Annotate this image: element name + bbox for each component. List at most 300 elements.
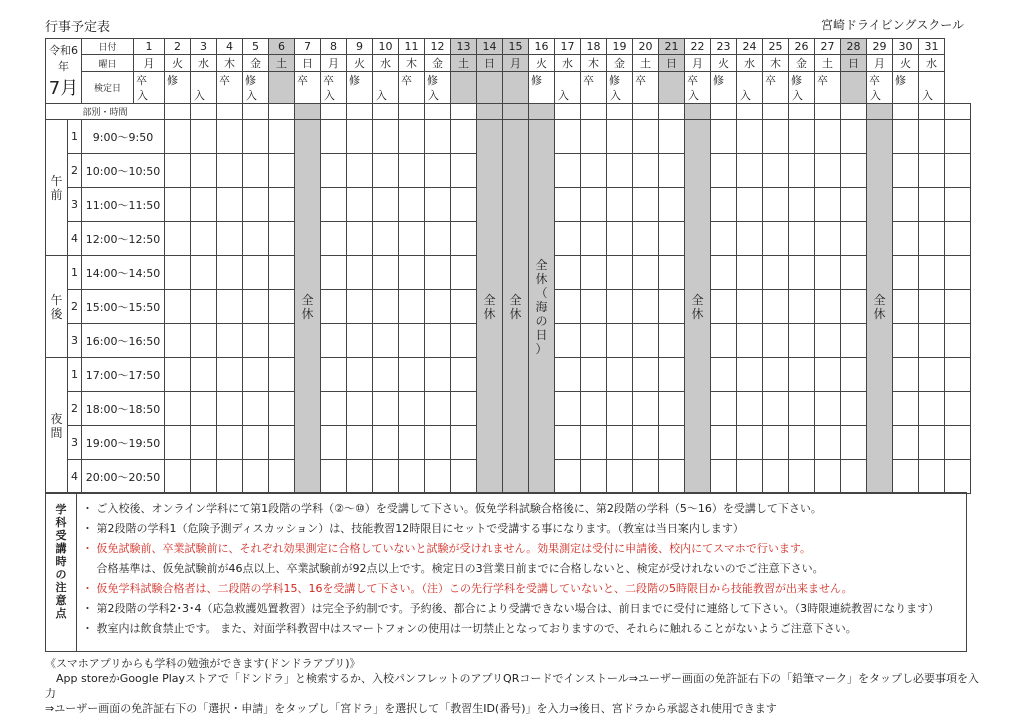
day-cell [711, 120, 737, 154]
day-cell [789, 188, 815, 222]
app-info-line: App storeかGoogle Playストアで「ドンドラ」と検索するか、入校パンフレットのアプリQRコードでインストール⇒ユーザー画面の免許証右下の「鉛筆マーク」をタップし必要事項を入力 [45, 672, 980, 700]
day-cell [893, 358, 919, 392]
exam-mark: 卒 [765, 74, 776, 87]
slot-time: 20:00～20:50 [82, 460, 165, 494]
day-cell [841, 188, 867, 222]
day-cell [425, 120, 451, 154]
day-weekday: 水 [373, 55, 399, 72]
note-item: ・ 第2段階の学科2･3･4（応急救護処置教習）は完全予約制です。予約後、都合により受講できない場合は、前日までに受付に連絡して下さい。（3時限連続教習になります） [82, 602, 940, 615]
day-cell [217, 104, 243, 120]
section-label-text: 午 後 [50, 292, 63, 321]
day-cell [451, 358, 477, 392]
day-cell [165, 358, 191, 392]
day-cell [191, 154, 217, 188]
date-row-label: 日付 [82, 39, 134, 55]
day-cell [659, 120, 685, 154]
day-cell [789, 426, 815, 460]
day-cell [217, 392, 243, 426]
day-number: 30 [893, 39, 919, 55]
day-weekday: 土 [269, 55, 295, 72]
day-weekday: 木 [217, 55, 243, 72]
day-cell [555, 104, 581, 120]
day-weekday: 水 [737, 55, 763, 72]
day-cell [425, 426, 451, 460]
day-cell [919, 392, 945, 426]
day-cell [451, 290, 477, 324]
day-number: 11 [399, 39, 425, 55]
day-weekday: 水 [191, 55, 217, 72]
exam-mark: 修 [895, 74, 906, 87]
day-cell [893, 104, 919, 120]
note-item: ・ 第2段階の学科1（危険予測ディスカッション）は、技能教習12時限目にセットで受講する事になります。（教室は当日案内します） [82, 522, 744, 535]
day-cell [633, 120, 659, 154]
slot-time: 17:00～17:50 [82, 358, 165, 392]
note-item: ・ ご入校後、オンライン学科にて第1段階の学科（②～⑩）を受講して下さい。仮免学科試験合格後に、第2段階の学科（5～16）を受講して下さい。 [82, 502, 822, 515]
holiday-column [503, 120, 529, 494]
day-cell [321, 154, 347, 188]
day-cell [373, 324, 399, 358]
exam-cell [919, 72, 945, 104]
day-cell [373, 426, 399, 460]
day-weekday: 金 [607, 55, 633, 72]
exam-mark: 修 [245, 74, 256, 87]
day-cell [737, 426, 763, 460]
day-cell [815, 154, 841, 188]
day-cell [763, 426, 789, 460]
day-cell [815, 290, 841, 324]
day-cell [633, 358, 659, 392]
day-cell [607, 256, 633, 290]
day-cell [711, 392, 737, 426]
exam-mark: 卒 [136, 74, 147, 87]
day-cell [165, 324, 191, 358]
day-cell [919, 120, 945, 154]
slot-number: 3 [68, 324, 82, 358]
exam-mark: 入 [246, 89, 257, 102]
day-cell [347, 256, 373, 290]
day-cell [503, 104, 529, 120]
day-cell [945, 358, 971, 392]
day-cell [399, 104, 425, 120]
day-cell [737, 290, 763, 324]
note-item: ・ 教室内は飲食禁止です。 また、対面学科教習中はスマートフォンの使用は一切禁止となっておりますので、それらに触れることがないようご注意下さい。 [82, 622, 857, 635]
exam-cell [893, 72, 919, 104]
day-cell [581, 290, 607, 324]
exam-mark: 修 [531, 74, 542, 87]
day-number: 7 [295, 39, 321, 55]
day-cell [841, 324, 867, 358]
day-cell [321, 460, 347, 494]
exam-cell [711, 72, 737, 104]
slot-time: 9:00～9:50 [82, 120, 165, 154]
exam-mark [555, 72, 580, 87]
exam-cell [295, 72, 321, 104]
day-cell [399, 188, 425, 222]
day-cell [919, 426, 945, 460]
day-number: 6 [269, 39, 295, 55]
day-cell [581, 222, 607, 256]
day-cell [347, 154, 373, 188]
day-cell [191, 358, 217, 392]
section-label [46, 120, 68, 256]
exam-mark [191, 72, 216, 87]
day-cell [555, 358, 581, 392]
day-cell [763, 324, 789, 358]
exam-mark [373, 72, 398, 87]
day-weekday: 月 [134, 55, 165, 72]
exam-row-label: 検定日 [82, 72, 134, 104]
holiday-label: 全 休 [691, 292, 704, 321]
day-cell [763, 104, 789, 120]
day-cell [893, 324, 919, 358]
day-cell [945, 256, 971, 290]
day-cell [711, 324, 737, 358]
slot-number: 2 [68, 290, 82, 324]
day-cell [243, 256, 269, 290]
day-weekday: 月 [503, 55, 529, 72]
day-cell [321, 324, 347, 358]
app-info-line: ⇒ユーザー画面の免許証右下の「選択・申請」をタップし「宮ドラ」を選択して「教習生ID(番号)」を入力⇒後日、宮ドラから承認され使用できます [45, 702, 777, 715]
day-number: 15 [503, 39, 529, 55]
holiday-column [529, 120, 555, 494]
weekday-row-label: 曜日 [82, 55, 134, 72]
notes-side-label: 学 科 受 講 時 の 注 意 点 [46, 493, 77, 651]
exam-mark: 入 [870, 89, 881, 102]
day-cell [919, 188, 945, 222]
day-cell [607, 460, 633, 494]
day-cell [945, 222, 971, 256]
exam-mark: 入 [324, 89, 335, 102]
exam-cell [841, 72, 867, 104]
day-cell [815, 188, 841, 222]
exam-cell [659, 72, 685, 104]
day-cell [789, 120, 815, 154]
exam-cell [425, 72, 451, 104]
day-cell [399, 460, 425, 494]
slot-time: 18:00～18:50 [82, 392, 165, 426]
holiday-label: 全 休 （ 海 の 日 ） [535, 257, 548, 356]
exam-mark: 修 [167, 74, 178, 87]
day-cell [165, 426, 191, 460]
day-cell [165, 222, 191, 256]
day-cell [841, 104, 867, 120]
day-cell [919, 256, 945, 290]
exam-mark: 修 [427, 74, 438, 87]
exam-cell [633, 72, 659, 104]
slot-number: 2 [68, 154, 82, 188]
exam-mark: 卒 [219, 74, 230, 87]
day-cell [789, 290, 815, 324]
day-cell [373, 154, 399, 188]
day-cell [425, 154, 451, 188]
day-cell [815, 358, 841, 392]
day-cell [737, 324, 763, 358]
exam-cell [581, 72, 607, 104]
day-cell [607, 222, 633, 256]
day-cell [217, 324, 243, 358]
day-cell [763, 222, 789, 256]
day-number: 13 [451, 39, 477, 55]
exam-mark: 卒 [583, 74, 594, 87]
day-cell [789, 256, 815, 290]
day-weekday: 火 [347, 55, 373, 72]
day-cell [373, 222, 399, 256]
exam-mark: 卒 [817, 74, 828, 87]
day-cell [841, 120, 867, 154]
day-cell [399, 358, 425, 392]
slot-time: 11:00～11:50 [82, 188, 165, 222]
day-cell [893, 426, 919, 460]
day-cell [919, 104, 945, 120]
day-cell [737, 392, 763, 426]
note-item: 合格基準は、仮免試験前が46点以上、卒業試験前が92点以上です。検定日の3営業日前までに合格しないと、検定が受けれないのでご注意下さい。 [82, 562, 824, 575]
day-cell [269, 188, 295, 222]
day-cell [373, 460, 399, 494]
day-cell [607, 188, 633, 222]
day-weekday: 土 [815, 55, 841, 72]
day-cell [425, 188, 451, 222]
day-cell [945, 188, 971, 222]
day-number: 24 [737, 39, 763, 55]
day-cell [711, 426, 737, 460]
day-number: 10 [373, 39, 399, 55]
day-cell [243, 120, 269, 154]
day-number: 4 [217, 39, 243, 55]
slot-time: 19:00～19:50 [82, 426, 165, 460]
day-cell [217, 154, 243, 188]
day-number: 21 [659, 39, 685, 55]
slot-number: 1 [68, 358, 82, 392]
day-cell [269, 426, 295, 460]
exam-cell [503, 72, 529, 104]
day-cell [425, 460, 451, 494]
day-cell [893, 290, 919, 324]
day-cell [633, 460, 659, 494]
day-cell [737, 154, 763, 188]
day-cell [373, 256, 399, 290]
day-cell [841, 154, 867, 188]
day-cell [191, 120, 217, 154]
day-cell [633, 290, 659, 324]
day-number: 25 [763, 39, 789, 55]
day-cell [607, 358, 633, 392]
day-cell [217, 222, 243, 256]
day-cell [711, 222, 737, 256]
day-cell [399, 290, 425, 324]
day-cell [763, 256, 789, 290]
exam-mark: 入 [428, 89, 439, 102]
day-cell [867, 104, 893, 120]
day-cell [321, 256, 347, 290]
day-weekday: 日 [295, 55, 321, 72]
notes-box [45, 492, 967, 652]
day-cell [919, 154, 945, 188]
day-cell [321, 358, 347, 392]
day-cell [659, 104, 685, 120]
day-cell [945, 324, 971, 358]
exam-mark: 入 [558, 89, 569, 102]
day-cell [347, 358, 373, 392]
day-number: 12 [425, 39, 451, 55]
day-cell [425, 104, 451, 120]
day-cell [893, 188, 919, 222]
day-cell [893, 392, 919, 426]
exam-cell [867, 72, 893, 104]
day-cell [217, 358, 243, 392]
day-cell [165, 188, 191, 222]
exam-cell [763, 72, 789, 104]
day-weekday: 日 [659, 55, 685, 72]
holiday-label: 全 休 [483, 292, 496, 321]
day-cell [425, 358, 451, 392]
day-number: 1 [134, 39, 165, 55]
note-item: ・ 仮免試験前、卒業試験前に、それぞれ効果測定に合格していないと試験が受けれません。効果測定は受付に申請後、校内にてスマホで行います。 [82, 542, 812, 555]
slot-number: 1 [68, 120, 82, 154]
exam-cell [373, 72, 399, 104]
exam-cell [529, 72, 555, 104]
exam-mark: 入 [610, 89, 621, 102]
exam-cell [789, 72, 815, 104]
day-cell [581, 120, 607, 154]
day-cell [165, 392, 191, 426]
day-cell [243, 392, 269, 426]
slot-time: 10:00～10:50 [82, 154, 165, 188]
day-cell [893, 222, 919, 256]
day-cell [243, 222, 269, 256]
day-cell [919, 324, 945, 358]
day-cell [217, 460, 243, 494]
day-cell [451, 120, 477, 154]
day-cell [217, 290, 243, 324]
day-cell [581, 460, 607, 494]
holiday-column [867, 120, 893, 494]
day-cell [815, 426, 841, 460]
day-cell [217, 188, 243, 222]
day-cell [737, 120, 763, 154]
day-cell [243, 154, 269, 188]
day-cell [243, 104, 269, 120]
slot-number: 1 [68, 256, 82, 290]
day-cell [269, 358, 295, 392]
day-cell [555, 392, 581, 426]
day-cell [789, 392, 815, 426]
day-cell [737, 222, 763, 256]
exam-mark: 入 [922, 89, 933, 102]
day-cell [815, 392, 841, 426]
day-cell [451, 324, 477, 358]
day-cell [763, 392, 789, 426]
slot-number: 2 [68, 392, 82, 426]
exam-cell [347, 72, 373, 104]
day-cell [607, 154, 633, 188]
day-cell [555, 324, 581, 358]
day-number: 5 [243, 39, 269, 55]
day-cell [347, 188, 373, 222]
day-cell [451, 426, 477, 460]
day-cell [191, 222, 217, 256]
day-weekday: 水 [555, 55, 581, 72]
day-cell [919, 290, 945, 324]
day-cell [607, 120, 633, 154]
day-cell [555, 426, 581, 460]
day-cell [789, 324, 815, 358]
day-cell [711, 104, 737, 120]
day-cell [633, 188, 659, 222]
day-cell [399, 154, 425, 188]
day-cell [711, 154, 737, 188]
holiday-label: 全 休 [301, 292, 314, 321]
exam-mark: 入 [792, 89, 803, 102]
day-cell [165, 460, 191, 494]
day-cell [711, 188, 737, 222]
day-cell [841, 426, 867, 460]
day-cell [269, 256, 295, 290]
day-cell [191, 104, 217, 120]
day-cell [347, 120, 373, 154]
day-cell [633, 154, 659, 188]
day-cell [191, 256, 217, 290]
day-cell [763, 188, 789, 222]
day-cell [555, 222, 581, 256]
exam-mark: 修 [609, 74, 620, 87]
day-cell [815, 460, 841, 494]
day-cell [815, 120, 841, 154]
day-number: 28 [841, 39, 867, 55]
day-number: 23 [711, 39, 737, 55]
day-cell [945, 154, 971, 188]
day-cell [633, 324, 659, 358]
day-cell [321, 104, 347, 120]
exam-mark: 入 [137, 89, 148, 102]
document-title: 行事予定表 [45, 20, 111, 35]
day-cell [581, 188, 607, 222]
day-cell [763, 358, 789, 392]
day-cell [763, 290, 789, 324]
slot-number: 4 [68, 222, 82, 256]
day-cell [893, 120, 919, 154]
day-cell [295, 104, 321, 120]
day-cell [399, 392, 425, 426]
day-weekday: 日 [477, 55, 503, 72]
day-cell [763, 120, 789, 154]
notes-list [82, 499, 962, 639]
day-cell [581, 358, 607, 392]
day-cell [451, 460, 477, 494]
exam-cell [451, 72, 477, 104]
day-cell [659, 460, 685, 494]
day-weekday: 木 [581, 55, 607, 72]
day-cell [269, 290, 295, 324]
day-cell [373, 120, 399, 154]
day-number: 31 [919, 39, 945, 55]
day-cell [659, 392, 685, 426]
day-cell [711, 460, 737, 494]
day-cell [191, 392, 217, 426]
exam-mark: 入 [688, 89, 699, 102]
day-cell [165, 256, 191, 290]
school-name: 宮崎ドライビングスクール [820, 18, 964, 32]
day-cell [451, 104, 477, 120]
day-cell [399, 222, 425, 256]
section-time-header: 部別・時間 [46, 104, 165, 120]
exam-cell [217, 72, 243, 104]
day-cell [841, 256, 867, 290]
day-cell [347, 460, 373, 494]
day-weekday: 月 [867, 55, 893, 72]
day-cell [373, 290, 399, 324]
day-cell [893, 256, 919, 290]
day-cell [269, 104, 295, 120]
